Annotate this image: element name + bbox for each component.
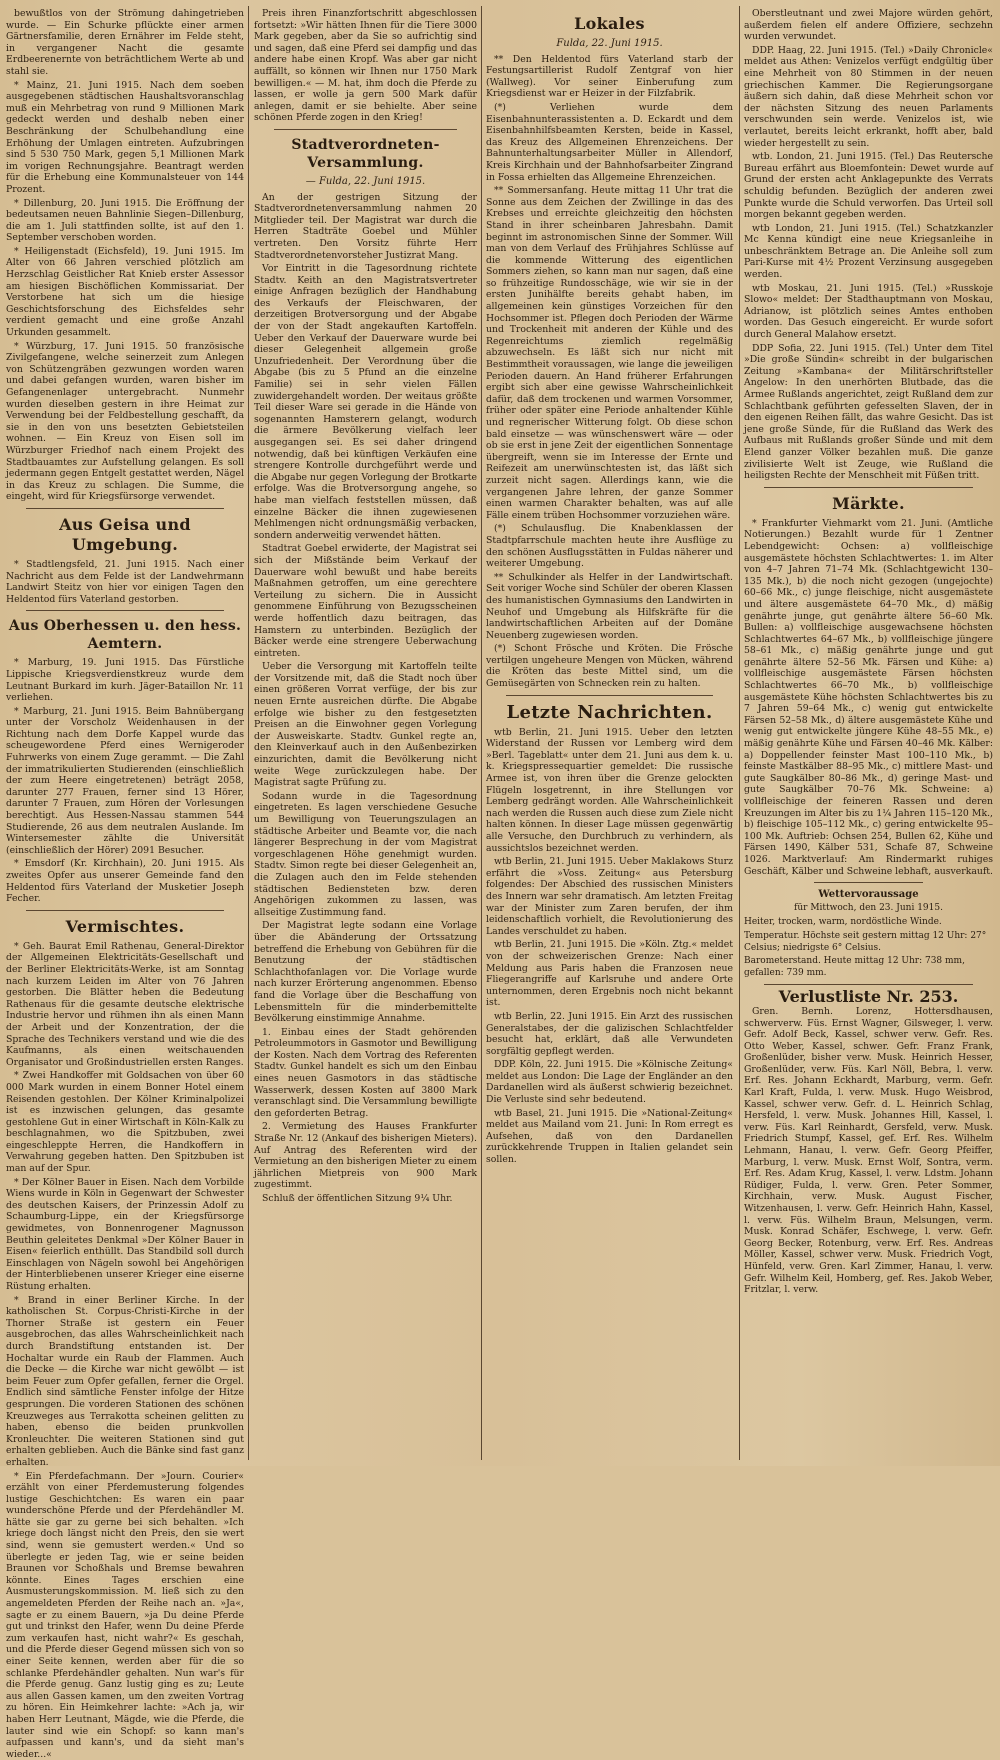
article-paragraph: Der Magistrat legte sodann eine Vorlage über die Abänderung der Ortssatzung betreffend die Erhebung von Gebühren für die Benutzung der städtischen Schlachthofanlagen vor. Die Vorlage wurde nach kurzer Erörterung angenommen. Ebenso fand die Vorlage über die Beschaffung von Lebensmitteln für die minderbemittelte Bevölkerung einstimmige Annahme.: [254, 920, 477, 1024]
article-paragraph: Preis ihren Finanzfortschritt abgeschlossen fortsetzt: »Wir hätten Ihnen für die Tiere 3000 Mark gegeben, aber da Sie so aufrichtig sind und sagen, daß eine Pferd sei dampfig und das andere habe einen Kropf. Was aber gar nicht auffällt, so können wir Ihnen nur 1750 Mark bewilligen.« — M. hat, ihm doch die Pferde zu lassen, er wolle ja gern 500 Mark dafür anlegen, damit er sie behielte. Aber seine schönen Pferde zogen in den Krieg!: [254, 8, 477, 124]
article-paragraph: (*) Schulausflug. Die Knabenklassen der Stadtpfarrschule machten heute ihre Ausflüge zu den schönen Ausflugsstätten in Fuldas näherer und weiterer Umgebung.: [486, 523, 733, 569]
section-heading-maerkte: Märkte.: [744, 494, 993, 514]
dateline: — Fulda, 22. Juni 1915.: [254, 176, 477, 188]
article-paragraph: * Geh. Baurat Emil Rathenau, General-Direktor der Allgemeinen Elektricitäts-Gesellschaft und der Berliner Elektricitäts-Werke, ist am Sonntag nach kurzem Leiden im Alter von 76 Jahren gestorben. Die Blätter heben die Bedeutung Rathenaus für die gesamte deutsche elektrische Industrie hervor und rühmen ihn als einen Mann der Arbeit und der Konzentration, der die Sprache des Technikers verstand und wie die des Kaufmanns, als einen weitschauenden Organisator und Großindustriellen ersten Ranges.: [6, 941, 244, 1069]
weather-subtitle: für Mittwoch, den 23. Juni 1915.: [744, 903, 993, 915]
column-4: [744, 8, 993, 1458]
article-paragraph: * Dillenburg, 20. Juni 1915. Die Eröffnung der bedeutsamen neuen Bahnlinie Siegen–Dillenburg, die am 1. Juli stattfinden sollte, ist auf den 1. September verschoben worden.: [6, 198, 244, 244]
article-paragraph: * Marburg, 19. Juni 1915. Das Fürstliche Lippische Kriegsverdienstkreuz wurde dem Leutnant Burkard im kurh. Jäger-Bataillon Nr. 11 verliehen.: [6, 657, 244, 703]
column-rule: [481, 6, 482, 1460]
article-paragraph: Schluß der öffentlichen Sitzung 9¼ Uhr.: [254, 1193, 477, 1205]
article-paragraph: wtb London, 21. Juni 1915. (Tel.) Schatzkanzler Mc Kenna kündigt eine neue Kriegsanleihe in unbeschränktem Betrage an. Die Anleihe soll zum Pari-Kurse mit 4½ Prozent Verzinsung ausgegeben werden.: [744, 223, 993, 281]
column-3: [486, 8, 733, 1458]
column-rule: [739, 6, 740, 1460]
weather-temperature: Temperatur. Höchste seit gestern mittag 12 Uhr: 27° Celsius; niedrigste 6° Celsius.: [744, 931, 993, 954]
article-paragraph: * Stadtlengsfeld, 21. Juni 1915. Nach einer Nachricht aus dem Felde ist der Landwehrmann Landwirt Steitz von hier vor einigen Tagen den Heldentod fürs Vaterland gestorben.: [6, 559, 244, 605]
column-2: [254, 8, 477, 1458]
article-paragraph: Oberstleutnant und zwei Majore würden gehört, außerdem fielen elf andere Offiziere, sechzehn wurden verwundet.: [744, 8, 993, 43]
article-paragraph: ** Sommersanfang. Heute mittag 11 Uhr trat die Sonne aus dem Zeichen der Zwillinge in das des Krebses und erreichte gleichzeitig den höchsten Stand in ihrer scheinbaren Jahresbahn. Damit beginnt im astronomischen Sinne der Sommer. Will man von dem Verlauf des Frühjahres Schlüsse auf die kommende Witterung des eigentlichen Sommers ziehen, so kann man nur sagen, daß eine so frühzeitige Rundosschäge, wie wir sie in der ersten Junihälfte bereits gehabt haben, im allgemeinen kein günstiges Vorzeichen für den Hochsommer ist. Pflegen doch Perioden der Wärme und Trockenheit mit anderen der Kühle und des Regenreichtums ziemlich regelmäßig abzuwechseln. Es läßt sich nur nicht mit Bestimmtheit voraussagen, wie lange die jeweiligen Perioden dauern. An Hand früherer Erfahrungen ergibt sich aber eine gewisse Wahrscheinlichkeit dafür, daß dem trockenen und warmen Vorsommer, früher oder später eine Periode anhaltender Kühle und regnerischer Witterung folgt. Ob diese schon bald einsetze — was wünschenswert wäre — oder ob sie erst in jene Zeit der eigentlichen Sonnentage übergreift, wenn sie im Interesse der Ernte und Reifezeit am unerwünschtesten ist, das läßt sich zurzeit nicht sagen. Allerdings kann, wie die vergangenen Jahre lehren, der ganze Sommer einen warmen Charakter behalten, was auf alle Fälle einem trüben Hochsommer vorzuziehen wäre.: [486, 185, 733, 521]
weather-forecast: Heiter, trocken, warm, nordöstliche Winde.: [744, 917, 993, 929]
article-paragraph: (*) Schont Frösche und Kröten. Die Frösche vertilgen ungeheure Mengen von Mücken, während die Kröten das beste Mittel sind, um die Gemüsegärten von Schnecken rein zu halten.: [486, 643, 733, 689]
article-paragraph: ** Den Heldentod fürs Vaterland starb der Festungsartillerist Rudolf Zentgraf von hier (Wallweg). Vor seiner Einberufung zum Kriegsdienst war er Heizer in der Filzfabrik.: [486, 54, 733, 100]
article-paragraph: * Mainz, 21. Juni 1915. Nach dem soeben ausgegebenen städtischen Haushaltsvoranschlag muß ein Mehrbetrag von rund 9 Millionen Mark gedeckt werden und deshalb neben einer Beschränkung der Schulbehandlung eine Erhöhung der Umlagen eintreten. Aufzubringen sind 5 530 750 Mark, gegen 5,1 Millionen Mark im vorigen Rechnungsjahre. Beantragt werden für die Erhebung eine Kommunalsteuer von 144 Prozent.: [6, 80, 244, 196]
article-paragraph: DDP. Köln, 22. Juni 1915. Die »Kölnische Zeitung« meldet aus London: Die Lage der Engländer an den Dardanellen wird als äußerst schwierig bezeichnet. Die Verluste sind sehr bedeutend.: [486, 1059, 733, 1105]
divider: [764, 487, 973, 488]
dateline: Fulda, 22. Juni 1915.: [486, 38, 733, 50]
article-paragraph: 1. Einbau eines der Stadt gehörenden Petroleummotors in Gasmotor und Bewilligung der Kosten. Nach dem Vortrag des Referenten Stadtv. Gunkel handelt es sich um den Einbau eines neuen Gasmotors in das städtische Wasserwerk, dessen Kosten auf 3800 Mark veranschlagt sind. Die Versammlung bewilligte den geforderten Betrag.: [254, 1027, 477, 1120]
article-paragraph: * Frankfurter Viehmarkt vom 21. Juni. (Amtliche Notierungen.) Bezahlt wurde für 1 Zentner Lebendgewicht: Ochsen: a) vollfleischige ausgemästete höchsten Schlachtwertes: 1. im Alter von 4–7 Jahren 71–74 Mk. (Schlachtgewicht 130–135 Mk.), b) die noch nicht gezogen (ungejochte) 60–66 Mk., c) junge fleischige, nicht ausgemästete und ältere ausgemästete 64–70 Mk., d) mäßig genährte junge, gut genährte ältere 56–60 Mk. Bullen: a) vollfleischige ausgewachsene höchsten Schlachtwertes 64–67 Mk., b) vollfleischige jüngere 58–61 Mk., c) mäßig genährte junge und gut genährte ältere 52–56 Mk. Färsen und Kühe: a) vollfleischige ausgemästete Färsen höchsten Schlachtwertes 66–70 Mk., b) vollfleischige ausgemästete Kühe höchsten Schlachtwertes bis zu 7 Jahren 59–64 Mk., c) wenig gut entwickelte Färsen 52–58 Mk., d) ältere ausgemästete Kühe und wenig gut entwickelte jüngere Kühe 48–55 Mk., e) mäßig genährte Kühe und Färsen 40–46 Mk. Kälber: a) Doppellender feinster Mast 100–110 Mk., b) feinste Mastkälber 88–95 Mk., c) mittlere Mast- und gute Saugkälber 80–86 Mk., d) geringe Mast- und gute Saugkälber 70–76 Mk. Schweine: a) vollfleischige der feineren Rassen und deren Kreuzungen im Alter bis zu 1¼ Jahren 115–120 Mk., b) fleischige 105–112 Mk., c) gering entwickelte 95–100 Mk. Auftrieb: Ochsen 254, Bullen 62, Kühe und Färsen 1490, Kälber 531, Schafe 87, Schweine 1026. Marktverlauf: Am Rindermarkt ruhiges Geschäft, Kälber und Schweine lebhaft, ausverkauft.: [744, 518, 993, 877]
article-paragraph: * Der Kölner Bauer in Eisen. Nach dem Vorbilde Wiens wurde in Köln in Gegenwart der Schwester des deutschen Kaisers, der Prinzessin Adolf zu Schaumburg-Lippe, ein der Kriegsfürsorge gewidmetes, von Bonnenrogener Magnusson Beuthin geleitetes Denkmal »Der Kölner Bauer in Eisen« feierlich enthüllt. Das Standbild soll durch Einschlagen von Nägeln sowohl bei Angehörigen der Hinterbliebenen unserer Krieger eine eiserne Rüstung erhalten.: [6, 1177, 244, 1293]
article-paragraph: wtb Berlin, 22. Juni 1915. Ein Arzt des russischen Generalstabes, der die galizischen Schlachtfelder besucht hat, erklärt, daß alle Verwundeten sorgfältig gepflegt werden.: [486, 1011, 733, 1057]
section-heading-lokales: Lokales: [486, 14, 733, 34]
weather-title: Wettervoraussage: [744, 889, 993, 901]
article-paragraph: Ueber die Versorgung mit Kartoffeln teilte der Vorsitzende mit, daß die Stadt noch über einen größeren Vorrat verfüge, der bis zur neuen Ernte ausreichen dürfte. Die Abgabe erfolge wie bisher zu den festgesetzten Preisen an die Einwohner gegen Vorlegung der Ausweiskarte. Stadtv. Gunkel regte an, den Kleinverkauf auch in den Außenbezirken einzurichten, damit die Bevölkerung nicht weite Wege zurückzulegen habe. Der Magistrat sagte Prüfung zu.: [254, 661, 477, 789]
article-paragraph: Stadtrat Goebel erwiderte, der Magistrat sei sich der Mißstände beim Verkauf der Dauerware wohl bewußt und habe bereits Maßnahmen getroffen, um eine gerechtere Verteilung zu sichern. Die in Aussicht genommene Einführung von Bezugsscheinen werde hoffentlich dazu beitragen, das Hamstern zu unterbinden. Bezüglich der Bäcker werde eine strengere Ueberwachung eintreten.: [254, 543, 477, 659]
article-paragraph: * Brand in einer Berliner Kirche. In der katholischen St. Corpus-Christi-Kirche in der Thorner Straße ist gestern ein Feuer ausgebrochen, das alles Wahrscheinlichkeit nach durch Brandstiftung entstanden ist. Der Hochaltar wurde ein Raub der Flammen. Auch die Decke — die Kirche war nicht gewölbt — ist beim Feuer zum Opfer gefallen, ferner die Orgel. Endlich sind sämtliche Fenster infolge der Hitze gesprungen. Die vorderen Stationen des schönen Kreuzweges aus Terrakotta scheinen gelitten zu haben, ebenso die beiden prunkvollen Kronleuchter. Die weiteren Stationen sind gut erhalten geblieben. Auch die Bänke sind fast ganz erhalten.: [6, 1295, 244, 1469]
article-paragraph: * Marburg, 21. Juni 1915. Beim Bahnübergang unter der Vorscholz Weidenhausen in der Richtung nach dem Dorfe Kappel wurde das scheugewordene Pferd eines Wernigeroder Fuhrwerks von einem Zuge gerammt. — Die Zahl der immatrikulierten Studierenden (einschließlich der zum Heere eingetretenen) beträgt 2058, darunter 277 Frauen, ferner sind 13 Hörer, darunter 7 Frauen, zum Hören der Vorlesungen berechtigt. Aus Hessen-Nassau stammen 544 Studierende, 26 aus dem neutralen Auslande. Im Wintersemester zählte die Universität (einschließlich der Hörer) 2091 Besucher.: [6, 706, 244, 857]
divider: [764, 984, 973, 985]
article-paragraph: wtb Moskau, 21. Juni 1915. (Tel.) »Russkoje Slowo« meldet: Der Stadthauptmann von Moskau, Adrianow, ist plötzlich seines Amtes enthoben worden. Das Gesuch eingereicht. Er wurde sofort durch General Malahow ersetzt.: [744, 283, 993, 341]
column-rule: [248, 6, 249, 1460]
divider: [26, 610, 224, 611]
article-paragraph: * Würzburg, 17. Juni 1915. 50 französische Zivilgefangene, welche seinerzeit zum Anlegen von Schützengräben gezwungen worden waren und dabei gefangen wurden, waren bisher im Gefangenenlager untergebracht. Nunmehr wurden dieselben gestern in ihre Heimat zur Verwendung bei der Feldbestellung geschafft, da sie in den von uns besetzten Gebietsteilen wohnen. — Ein Kreuz von Eisen soll im Würzburger Friedhof nach einem Projekt des Stadtbauamtes zur Aufstellung gelangen. Es soll jedermann gegen Entgelt gestattet werden, Nägel in das Kreuz zu schlagen. Die Summe, die eingeht, wird für Kriegsfürsorge verwendet.: [6, 341, 244, 503]
article-paragraph: * Zwei Handkoffer mit Goldsachen von über 60 000 Mark wurden in einem Bonner Hotel einem Reisenden gestohlen. Der Kölner Kriminalpolizei ist es inzwischen gelungen, das gesamte gestohlene Gut in einer Wirtschaft in Köln-Kalk zu beschlagnahmen, wo die Spitzbuben, zwei eingeschleppte Herren, die Handkoffern in Verwahrung gegeben hatten. Den Spitzbuben ist man auf der Spur.: [6, 1070, 244, 1174]
article-paragraph: bewußtlos von der Strömung dahingetrieben wurde. — Ein Schurke pflückte einer armen Gärtnersfamilie, deren Ernährer im Felde steht, in vergangener Nacht die gesamte Erdbeerenernte von beträchtlichem Werte ab und stahl sie.: [6, 8, 244, 78]
article-paragraph: Sodann wurde in die Tagesordnung eingetreten. Es lagen verschiedene Gesuche um Bewilligung von Teuerungszulagen an städtische Arbeiter und Beamte vor, die nach längerer Besprechung in der vom Magistrat vorgeschlagenen Höhe genehmigt wurden. Stadtv. Simon regte bei dieser Gelegenheit an, die Zulagen auch den im Felde stehenden städtischen Bediensteten bzw. deren Angehörigen zukommen zu lassen, was allseitige Zustimmung fand.: [254, 791, 477, 919]
article-paragraph: * Ein Pferdefachmann. Der »Journ. Courier« erzählt von einer Pferdemusterung folgendes lustige Geschichtchen: Es waren ein paar wunderschöne Pferde und der Pferdehändler M. hätte sie gar zu gerne bei sich behalten. »Ich kriege doch längst nicht den Preis, den sie wert sind, wenn sie gemustert werden.« Und so überlegte er jeden Tag, wie er seine beiden Braunen vor Schoßhals und Bremse bewahren könnte. Eines Tages erschien eine Ausmusterungskommission. M. ließ sich zu den angemeldeten Pferden der Reihe nach an. »Ja«, sagte er zu einem Bauern, »ja Du deine Pferde gut und trinkst den Hafer, wenn Du deine Pferde zum verkaufen hast, nicht wahr?« Es geschah, und die Pferde dieser Gegend müssen sich von so einer Seite kennen, werden aber für die so schlanke Pferdehändler gehalten. Nun war's für die Pferde genug. Ganz lustig ging es zu; Leute aus allen Gassen kamen, um den zweiten Vortrag zu hören. Ein Heimkehrer lachte: »Ach ja, wir haben Herr Leutnant, Mägde, wie die Pferde, die lauter sind wie ein Schopf: so kann man's aufpassen und kann's, und da sieht man's wieder...«: [6, 1471, 244, 1760]
article-paragraph: DDP. Haag, 22. Juni 1915. (Tel.) »Daily Chronicle« meldet aus Athen: Venizelos verfügt endgültig über eine Mehrheit von 80 Stimmen in der neuen griechischen Kammer. Die Regierungsorgane äußern sich dahin, daß diese Mehrheit schon vor der nächsten Sitzung des neuen Parlaments verschwunden sein werde. Venizelos ist, wie verlautet, bereits leicht erkrankt, hofft aber, bald wieder hergestellt zu sein.: [744, 45, 993, 149]
section-heading-letzte-nachrichten: Letzte Nachrichten.: [486, 702, 733, 723]
column-1: [6, 8, 244, 1458]
section-heading-oberhessen: Aus Oberhessen u. den hess. Aemtern.: [6, 617, 244, 653]
divider: [506, 695, 713, 696]
article-paragraph: wtb Basel, 21. Juni 1915. Die »National-Zeitung« meldet aus Mailand vom 21. Juni: In Rom erregt es Aufsehen, daß von den Dardanellen zurückkehrende Truppen in Italien gelandet sein sollen.: [486, 1108, 733, 1166]
article-paragraph: * Emsdorf (Kr. Kirchhain), 20. Juni 1915. Als zweites Opfer aus unserer Gemeinde fand den Heldentod fürs Vaterland der Musketier Joseph Fecher.: [6, 858, 244, 904]
article-paragraph: Vor Eintritt in die Tagesordnung richtete Stadtv. Keith an den Magistratsvertreter einige Anfragen bezüglich der Handhabung des Verkaufs der Fleischwaren, der derzeitigen Brotversorgung und der Abgabe der von der Stadt angekauften Kartoffeln. Ueber den Verkauf der Dauerware wurde bei dieser Gelegenheit allgemein große Unzufriedenheit. Der Verordnung über die Abgabe (bis zu 5 Pfund an die einzelne Familie) sei in sehr vielen Fällen zuwidergehandelt worden. Der weitaus größte Teil dieser Ware sei gerade in die Hände von sogenannten Hamsterern gelangt, wodurch die ärmere Bevölkerung vielfach leer ausgegangen sei. Es sei daher dringend notwendig, daß bei künftigen Verkäufen eine strengere Kontrolle durchgeführt werde und die Abgabe nur gegen Vorlegung der Brotkarte erfolge. Was die Brotversorgung angehe, so habe man vielfach feststellen müssen, daß einzelne Bäcker die ihnen zugewiesenen Mehlmengen nicht ordnungsmäßig verbacken, sondern anderweitig verwendet hätten.: [254, 263, 477, 541]
section-heading-geisa: Aus Geisa und Umgebung.: [6, 515, 244, 555]
divider: [26, 508, 224, 509]
article-paragraph: An der gestrigen Sitzung der Stadtverordnetenversammlung nahmen 20 Mitglieder teil. Der Magistrat war durch die Herren Stadträte Goebel und Mühler vertreten. Den Vorsitz führte Herr Stadtverordnetenvorsteher Justizrat Mang.: [254, 192, 477, 262]
divider: [26, 910, 224, 911]
article-paragraph: wtb Berlin, 21. Juni 1915. Ueber Maklakows Sturz erfährt die »Voss. Zeitung« aus Petersburg folgendes: Der Abschied des russischen Ministers des Innern war sehr dramatisch. Am letzten Freitag war der Minister zum Zaren berufen, der ihm leidenschaftlich vorhielt, die Revolutionierung des Landes verschuldet zu haben.: [486, 856, 733, 937]
article-paragraph: wtb. London, 21. Juni 1915. (Tel.) Das Reutersche Bureau erfährt aus Bloemfontein: Dewet wurde auf Grund der ersten acht Anklagepunkte des Verrats schuldig befunden. Bezüglich der anderen zwei Punkte wurde die Schuld verworfen. Das Urteil soll morgen bekannt gegeben werden.: [744, 151, 993, 221]
section-heading-stadtverordneten: Stadtverordneten-Versammlung.: [254, 136, 477, 172]
weather-barometer: Barometerstand. Heute mittag 12 Uhr: 738 mm, gefallen: 739 mm.: [744, 956, 993, 979]
casualty-list: Gren. Bernh. Lorenz, Hottersdhausen, schwerverw. Füs. Ernst Wagner, Gilsweger, l. verw. Gefr. Adolf Beck, Kassel, schwer verw. Gefr. Res. Otto Weber, Kassel, schwer. Gefr. Franz Frank, Großenlüder, bisher verw. Musk. Heinrich Hesser, Großenlüder, verw. Füs. Karl Nöll, Bebra, l. verw. Erf. Res. Johann Eckhardt, Marburg, verm. Gefr. Karl Kraft, Fulda, l. verw. Musk. Hugo Weisbrod, Kassel, schwer verw. Gefr. d. L. Heinrich Schlag, Hersfeld, l. verw. Musk. Johannes Hill, Kassel, l. verw. Füs. Karl Reinhardt, Gersfeld, verw. Musk. Friedrich Stumpf, Kassel, gef. Erf. Res. Wilhelm Lehmann, Hanau, l. verw. Gefr. Georg Pfeiffer, Marburg, l. verw. Musk. Ernst Wolf, Sontra, verm. Erf. Res. Adam Krug, Kassel, l. verw. Ldstm. Johann Rüdiger, Fulda, l. verw. Gren. Peter Sommer, Kirchhain, verw. Musk. August Fischer, Witzenhausen, l. verw. Gefr. Heinrich Hahn, Kassel, l. verw. Füs. Wilhelm Braun, Melsungen, verm. Musk. Konrad Schäfer, Eschwege, l. verw. Gefr. Georg Becker, Rotenburg, verw. Erf. Res. Andreas Möller, Kassel, schwer verw. Musk. Friedrich Vogt, Hünfeld, verw. Gren. Karl Zimmer, Hanau, l. verw. Gefr. Wilhelm Keil, Homberg, gef. Res. Jakob Weber, Fritzlar, l. verw.: [744, 1006, 993, 1296]
article-paragraph: wtb Berlin, 21. Juni 1915. Die »Köln. Ztg.« meldet von der schweizerischen Grenze: Nach einer Meldung aus Paris haben die Franzosen neue Fliegerangriffe auf Karlsruhe und andere Orte unternommen, deren Ergebnis noch nicht bekannt ist.: [486, 939, 733, 1009]
casualty-list-title: Verlustliste Nr. 253.: [744, 991, 993, 1003]
article-paragraph: DDP Sofia, 22. Juni 1915. (Tel.) Unter dem Titel »Die große Sündin« schreibt in der bulgarischen Zeitung »Kambana« der Militärschriftsteller Angelow: In den unerhörten Blutbade, das die Armee Rußlands angerichtet, zeigt Rußland dem zur Schlachtbank geführten gefesselten Slaven, der in den eigenen Reihen fällt, das wahre Gesicht. Das ist jene große Sünde, für die Rußland das Werk des Aufbaus mit Rußlands großer Sünde und mit dem Elend ganzer Völker bezahlen muß. Die ganze zivilisierte Welt ist Zeuge, wie Rußland die heiligsten Rechte der Menschheit mit Füßen tritt.: [744, 343, 993, 482]
article-paragraph: ** Schulkinder als Helfer in der Landwirtschaft. Seit voriger Woche sind Schüler der oberen Klassen des humanistischen Gymnasiums den Landwirten in Neuhof und Umgebung als Hilfskräfte für die landwirtschaftlichen Arbeiten auf der Domäne Neuenberg zugewiesen worden.: [486, 572, 733, 642]
article-paragraph: wtb Berlin, 21. Juni 1915. Ueber den letzten Widerstand der Russen vor Lemberg wird dem »Berl. Tageblatt« unter dem 21. Juni aus dem k. u. k. Kriegspressequartier gemeldet: Die russische Armee ist, von ihren über die Grenze gelockten Flügeln losgetrennt, in ihre Stellungen vor Lemberg gedrängt worden. Alle Wahrscheinlichkeit nach werden die Russen auch diese zum Ziele nicht halten können. In dieser Lage müssen gegenwärtig alle Versuche, den Durchbruch zu verhindern, als aussichtslos bezeichnet werden.: [486, 727, 733, 855]
article-paragraph: 2. Vermietung des Hauses Frankfurter Straße Nr. 12 (Ankauf des bisherigen Mieters). Auf Antrag des Referenten wird der Vermietung an den bisherigen Mieter zu einem jährlichen Mietpreis von 900 Mark zugestimmt.: [254, 1121, 477, 1191]
divider: [814, 882, 923, 883]
divider: [274, 129, 457, 130]
article-paragraph: (*) Verliehen wurde dem Eisenbahnunterassistenten a. D. Eckardt und dem Eisenbahnhilfsbeamten Kersten, beide in Kassel, das Kreuz des Allgemeinen Ehrenzeichens. Der Bahnunterhaltungsarbeiter Müller in Allendorf, Kreis Kirchhain und der Bahnhofsarbeiter Zingrand in Fossa erhielten das Allgemeine Ehrenzeichen.: [486, 102, 733, 183]
article-paragraph: * Heiligenstadt (Eichsfeld), 19. Juni 1915. Im Alter von 66 Jahren verschied plötzlich am Herzschlag Geistlicher Rat Knieb erster Assessor am hiesigen Bischöflichen Kommissariat. Der Verstorbene hat sich um die hiesige Geschichtsforschung des Eichsfeldes sehr verdient gemacht und eine große Anzahl Urkunden gesammelt.: [6, 246, 244, 339]
section-heading-vermischtes: Vermischtes.: [6, 917, 244, 937]
